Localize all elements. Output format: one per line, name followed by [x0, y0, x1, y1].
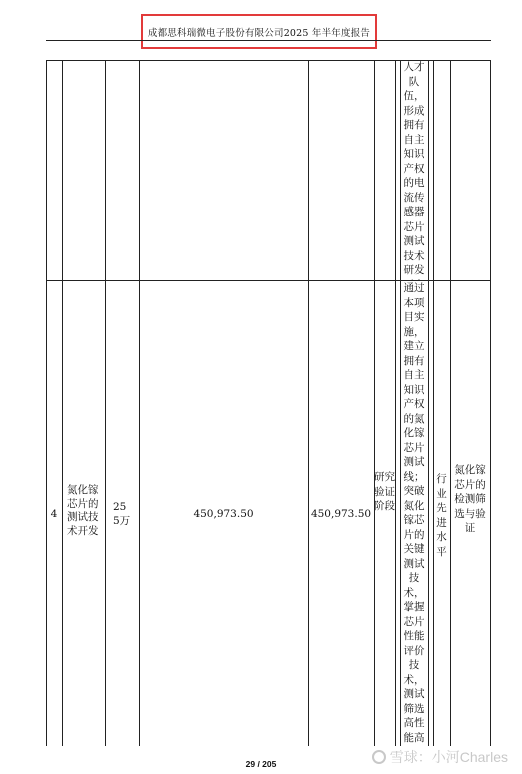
header-divider: [46, 40, 491, 41]
col-border: [450, 60, 451, 746]
page-number: 29 / 205: [245, 759, 277, 769]
application-prospect: 氮化镓芯片的检测筛选与验证: [454, 464, 486, 534]
col-border: [139, 60, 140, 746]
watermark-text: 雪球：小河Charles: [389, 749, 508, 765]
row-main-progress-text: 通过本项目实施，建立拥有自主知识产权的氮化镓芯片测试线；突破氮化镓芯片的关键测试技术，掌握芯片性能评价技术，测试筛选高性能高: [403, 282, 425, 744]
col-border: [62, 60, 63, 746]
invested-total: 450,973.50: [310, 508, 372, 520]
snowball-logo-icon: [372, 750, 386, 764]
col-border: [428, 60, 429, 746]
project-stage: 研究验证阶段: [374, 471, 395, 512]
col-border: [46, 60, 47, 746]
col-border: [105, 60, 106, 746]
col-border: [308, 60, 309, 746]
invested-period: 450,973.50: [193, 508, 254, 520]
project-name: 氮化镓芯片的测试技术开发: [67, 484, 99, 537]
technical-level: 行业先进水平: [436, 473, 447, 558]
col-border: [395, 60, 396, 746]
report-title: 成都思科瑞微电子股份有限公司2025 年半年度报告: [147, 27, 371, 39]
row-index: 4: [50, 508, 58, 520]
col-border: [490, 60, 491, 746]
row-top-progress-text: 人才队伍，形成拥有自主知识产权的电流传感器芯片测试技术研发: [403, 61, 425, 276]
col-border: [433, 60, 434, 746]
report-header: [141, 14, 377, 49]
col-border: [374, 60, 375, 746]
budget: 255万: [113, 501, 131, 527]
watermark: [372, 747, 508, 767]
